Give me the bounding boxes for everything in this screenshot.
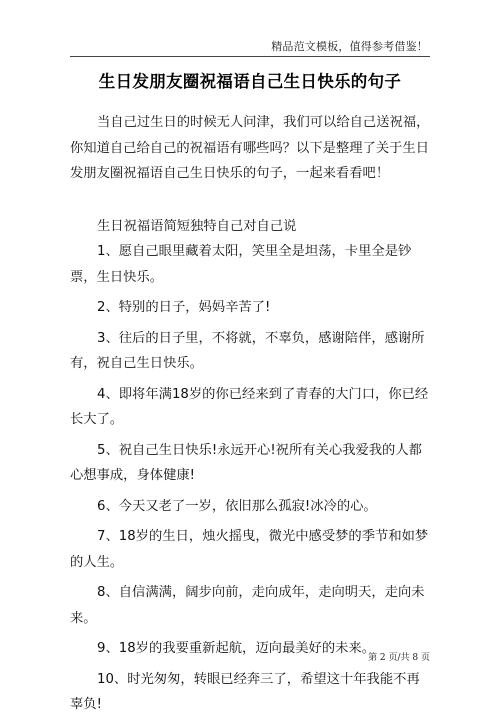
list-item: 9、18岁的我要重新起航，迈向最美好的未来。 <box>97 641 376 656</box>
page-number: 第 2 页/共 8 页 <box>368 653 430 663</box>
list-item: 10、时光匆匆，转眼已经奔三了，希望这十年我能不再辜负! <box>70 671 420 712</box>
list-item: 1、愿自己眼里藏着太阳，笑里全是坦荡，卡里全是钞票，生日快乐。 <box>70 244 412 285</box>
header-divider <box>70 56 430 57</box>
section-heading: 生日祝福语简短独特自己对自己说 <box>97 218 297 234</box>
list-item: 2、特别的日子，妈妈辛苦了! <box>97 300 271 315</box>
list-item: 5、祝自己生日快乐!永远开心!祝所有关心我爱我的人都心想事成，身体健康! <box>70 442 422 483</box>
list-item: 8、自信满满，阔步向前，走向成年，走向明天，走向未来。 <box>70 585 425 626</box>
intro-paragraph: 当自己过生日的时候无人问津，我们可以给自己送祝福，你知道自己给自己的祝福语有哪些吗？以下是整理了关于生日发朋友圈祝福语自己生日快乐的句子，一起来看看吧！ <box>70 115 430 181</box>
document-body <box>70 110 432 723</box>
paragraph-spacer <box>70 187 432 214</box>
document-title: 生日发朋友圈祝福语自己生日快乐的句子 <box>98 72 402 91</box>
list-item: 3、往后的日子里，不将就，不辜负，感谢陪伴，感谢所有，祝自己生日快乐。 <box>70 330 425 371</box>
list-item: 6、今天又老了一岁，依旧那么孤寂!冰冷的心。 <box>97 498 377 514</box>
list-item: 4、即将年满18岁的你已经来到了青春的大门口，你已经长大了。 <box>70 386 429 427</box>
header-note: 精品范文模板，值得参考借鉴！ <box>271 40 428 53</box>
list-item: 7、18岁的生日，烛火摇曳，微光中感受梦的季节和如梦的人生。 <box>70 529 429 570</box>
